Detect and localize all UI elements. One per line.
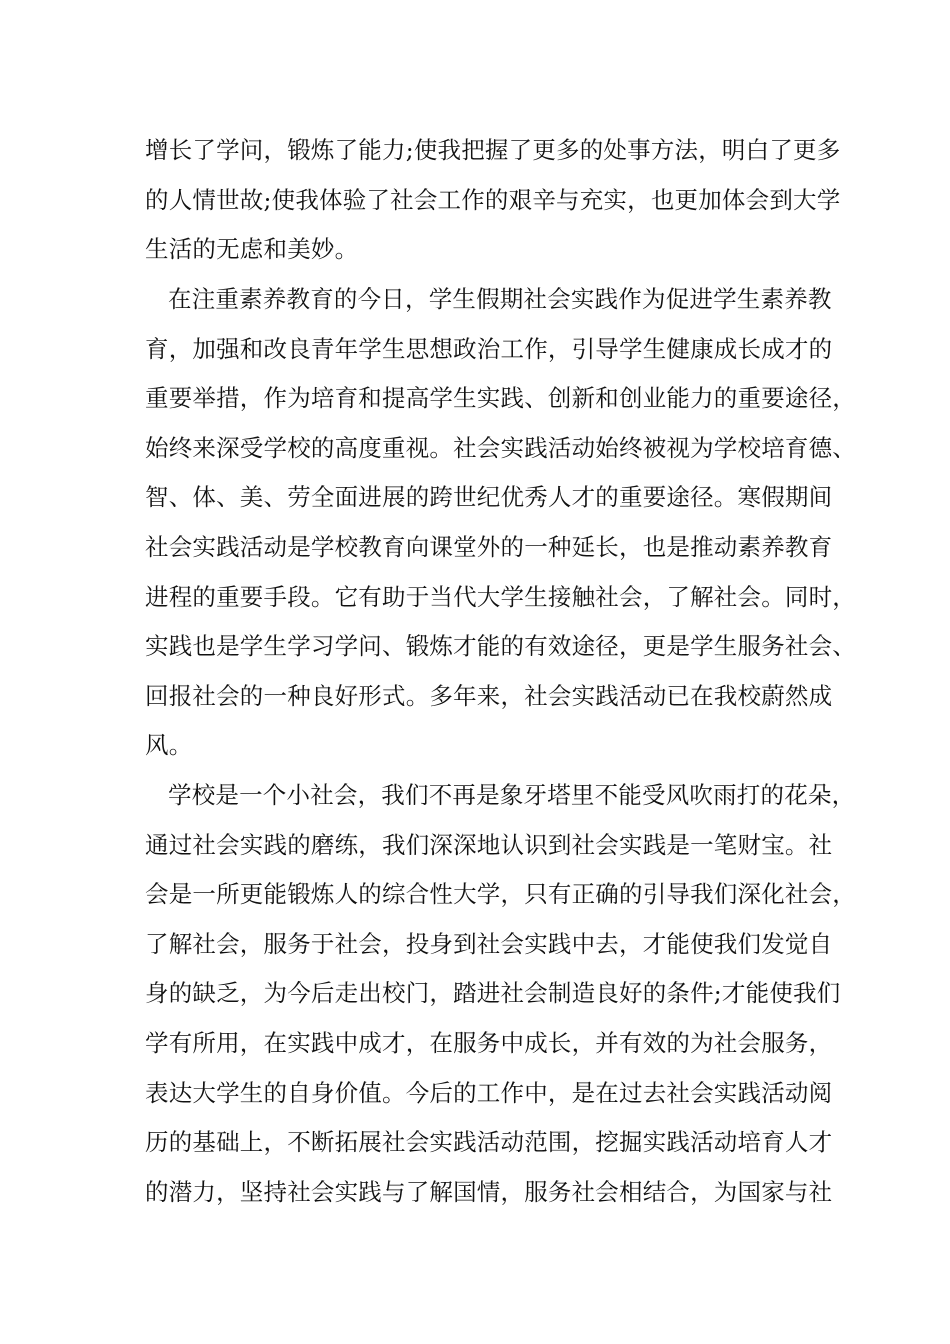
text-line: 增长了学问，锻炼了能力;使我把握了更多的处事方法，明白了更多 (145, 136, 841, 164)
text-line: 身的缺乏，为今后走出校门，踏进社会制造良好的条件;才能使我们 (145, 979, 841, 1007)
text-line: 风。 (145, 731, 193, 759)
text-line: 学有所用，在实践中成才，在服务中成长，并有效的为社会服务， (145, 1029, 833, 1057)
text-line: 的潜力，坚持社会实践与了解国情，服务社会相结合，为国家与社 (145, 1178, 833, 1206)
text-line: 实践也是学生学习学问、锻炼才能的有效途径，更是学生服务社会、 (145, 632, 856, 660)
text-line: 社会实践活动是学校教育向课堂外的一种延长，也是推动素养教育 (145, 533, 833, 561)
text-line: 会是一所更能锻炼人的综合性大学，只有正确的引导我们深化社会， (145, 880, 856, 908)
text-line: 重要举措，作为培育和提高学生实践、创新和创业能力的重要途径， (145, 384, 856, 412)
text-line: 生活的无虑和美妙。 (145, 235, 359, 263)
text-line: 始终来深受学校的高度重视。社会实践活动始终被视为学校培育德、 (145, 434, 856, 462)
text-line: 育，加强和改良青年学生思想政治工作，引导学生健康成长成才的 (145, 335, 833, 363)
paragraph-first-line: 在注重素养教育的今日，学生假期社会实践作为促进学生素养教 (168, 285, 832, 313)
text-line: 智、体、美、劳全面进展的跨世纪优秀人才的重要途径。寒假期间 (145, 483, 833, 511)
text-line: 了解社会，服务于社会，投身到社会实践中去，才能使我们发觉自 (145, 930, 833, 958)
text-line: 表达大学生的自身价值。今后的工作中，是在过去社会实践活动阅 (145, 1079, 833, 1107)
text-line: 进程的重要手段。它有助于当代大学生接触社会，了解社会。同时， (145, 583, 856, 611)
text-line: 的人情世故;使我体验了社会工作的艰辛与充实，也更加体会到大学 (145, 186, 841, 214)
paragraph-first-line: 学校是一个小社会，我们不再是象牙塔里不能受风吹雨打的花朵， (168, 781, 856, 809)
text-line: 回报社会的一种良好形式。多年来，社会实践活动已在我校蔚然成 (145, 682, 833, 710)
text-line: 通过社会实践的磨练，我们深深地认识到社会实践是一笔财宝。社 (145, 831, 833, 859)
text-line: 历的基础上，不断拓展社会实践活动范围，挖掘实践活动培育人才 (145, 1128, 833, 1156)
